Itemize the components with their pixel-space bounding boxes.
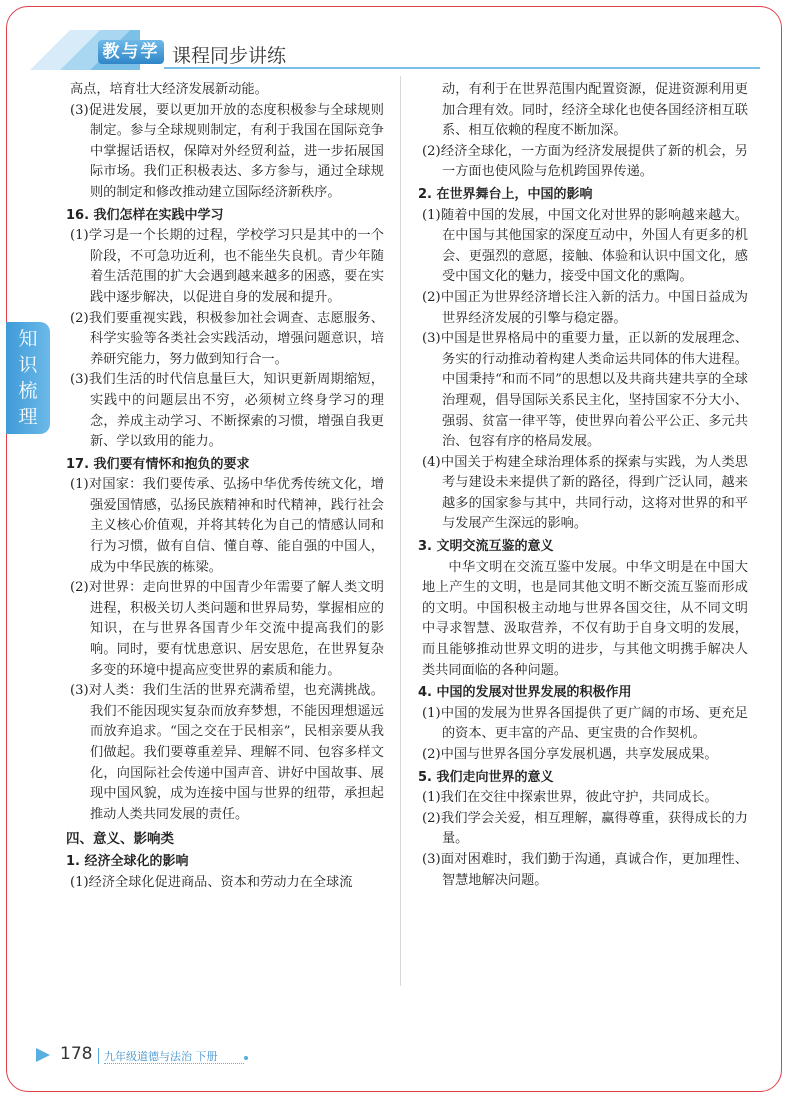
- list-item: (2)中国正为世界经济增长注入新的活力。中国日益成为世界经济发展的引擎与稳定器。: [422, 289, 748, 326]
- list-item: (4)中国关于构建全球治理体系的探索与实践，为人类思考与建设未来提供了新的路径，得到广泛认同，越来越多的国家参与其中，共同行动，这将对世界的和平与发展产生深远的影响。: [422, 454, 748, 532]
- side-tab-knowledge: [6, 322, 50, 434]
- topic-heading: 1. 经济全球化的影响: [66, 853, 189, 869]
- topic-heading: 5. 我们走向世界的意义: [418, 769, 554, 785]
- list-item: (2)对世界：走向世界的中国青少年需要了解人类文明进程，积极关切人类问题和世界局势，掌握相应的知识，在与世界各国青少年交流中提高我们的影响。同时，要有忧患意识、居安思危，在世界复杂多变的环境中提高应变世界的素质和能力。: [70, 580, 384, 678]
- list-item: (1)中国的发展为世界各国提供了更广阔的市场、更充足的资本、更丰富的产品、更宝贵的合作契机。: [422, 705, 748, 742]
- header-rule: [164, 67, 760, 69]
- list-item: (2)我们要重视实践，积极参加社会调查、志愿服务、科学实验等各类社会实践活动，增强问题意识，培养研究能力，努力做到知行合一。: [70, 310, 384, 367]
- right-column: [418, 80, 748, 891]
- section-heading: 四、意义、影响类: [66, 831, 174, 848]
- side-tab-char: 知: [18, 328, 38, 350]
- list-item: (1)我们在交往中探索世界，彼此守护，共同成长。: [422, 790, 718, 806]
- dot-icon: [244, 1056, 248, 1060]
- footer-separator: [98, 1048, 99, 1064]
- list-item: (2)我们学会关爱，相互理解，赢得尊重，获得成长的力量。: [422, 810, 748, 847]
- list-item: (3)对人类：我们生活的世界充满希望，也充满挑战。我们不能因现实复杂而放弃梦想，不能因理想遥远而放弃追求。“国之交在于民相亲”，民相亲要从我们做起。我们要尊重差异、理解不同、包容多样文化，向国际社会传递中国声音、讲好中国故事、展现中国风貌，成为连接中国与世界的纽带，承担起推动人类共同发展的责任。: [70, 683, 384, 822]
- side-tab-char: 识: [18, 354, 38, 376]
- list-item: (1)随着中国的发展，中国文化对世界的影响越来越大。在中国与其他国家的深度互动中，外国人有更多的机会、更强烈的意愿，接触、体验和认识中国文化，感受中国文化的魅力，接受中国文化的熏陶。: [422, 207, 748, 285]
- left-column: [66, 80, 384, 893]
- arrow-right-icon: [36, 1048, 50, 1062]
- list-item: (1)经济全球化促进商品、资本和劳动力在全球流: [70, 874, 353, 890]
- page-footer: [36, 1044, 436, 1068]
- list-item: (3)中国是世界格局中的重要力量，正以新的发展理念、务实的行动推动着构建人类命运共同体的伟大进程。中国秉持“和而不同”的思想以及共商共建共享的全球治理观，倡导国际关系民主化，坚持国家不分大小、强弱、贫富一律平等，使世界向着公平公正、多元共治、包容有序的格局发展。: [422, 331, 748, 450]
- header-logo: 教与学: [98, 40, 164, 64]
- topic-heading: 17. 我们要有情怀和抱负的要求: [66, 456, 250, 472]
- page-number: 178: [60, 1044, 93, 1064]
- header-title: 课程同步讲练: [172, 45, 287, 67]
- side-tab-char: 理: [18, 406, 38, 428]
- side-tab-char: 梳: [18, 380, 38, 402]
- topic-heading: 4. 中国的发展对世界发展的积极作用: [418, 685, 632, 701]
- footer-rule: [104, 1063, 244, 1065]
- list-item: (1)对国家：我们要传承、弘扬中华优秀传统文化，增强爱国情感，弘扬民族精神和时代精神，践行社会主义核心价值观，并将其转化为自己的情感认同和行为习惯，做有自信、懂自尊、能自强的中国人，成为中华民族的栋梁。: [70, 477, 384, 575]
- column-divider: [400, 76, 401, 986]
- list-item: (2)经济全球化，一方面为经济发展提供了新的机会，另一方面也使风险与危机跨国界传递。: [422, 143, 748, 180]
- topic-heading: 2. 在世界舞台上，中国的影响: [418, 186, 593, 202]
- continued-text: 动，有利于在世界范围内配置资源，促进资源利用更加合理有效。同时，经济全球化也使各国经济相互联系、相互依赖的程度不断加深。: [442, 82, 748, 139]
- topic-heading: 16. 我们怎样在实践中学习: [66, 207, 224, 223]
- continued-text: 高点，培育壮大经济发展新动能。: [70, 82, 268, 97]
- list-item: (3)我们生活的时代信息量巨大，知识更新周期缩短，实践中的问题层出不穷，必须树立终身学习的理念，养成主动学习、不断探索的习惯，增强自我更新、学以致用的能力。: [70, 372, 384, 450]
- list-item: (3)面对困难时，我们勤于沟通，真诚合作，更加理性、智慧地解决问题。: [422, 851, 748, 888]
- body-paragraph: 中华文明在交流互鉴中发展。中华文明是在中国大地上产生的文明，也是同其他文明不断交流互鉴而形成的文明。中国积极主动地与世界各国交往，从不同文明中寻求智慧、汲取营养，不仅有助于自身文明的发展，而且能够推动世界文明的进步，与其他文明携手解决人类共同面临的各种问题。: [422, 559, 748, 678]
- list-item: (2)中国与世界各国分享发展机遇，共享发展成果。: [422, 747, 718, 762]
- book-title: 九年级道德与法治 下册: [104, 1050, 218, 1063]
- list-item: (1)学习是一个长期的过程，学校学习只是其中的一个阶段，不可急功近利，也不能坐失良机。青少年随着生活范围的扩大会遇到越来越多的困惑，要在实践中逐步解决，以促进自身的发展和提升。: [70, 228, 384, 305]
- topic-heading: 3. 文明交流互鉴的意义: [418, 539, 554, 555]
- list-item: (3)促进发展，要以更加开放的态度积极参与全球规则制定。参与全球规则制定，有利于我国在国际竞争中掌握话语权，保障对外经贸利益，进一步拓展国际市场。我们正积极表达、多方参与，通过全球规则的制定和修改推动建立国际经济新秩序。: [70, 102, 384, 200]
